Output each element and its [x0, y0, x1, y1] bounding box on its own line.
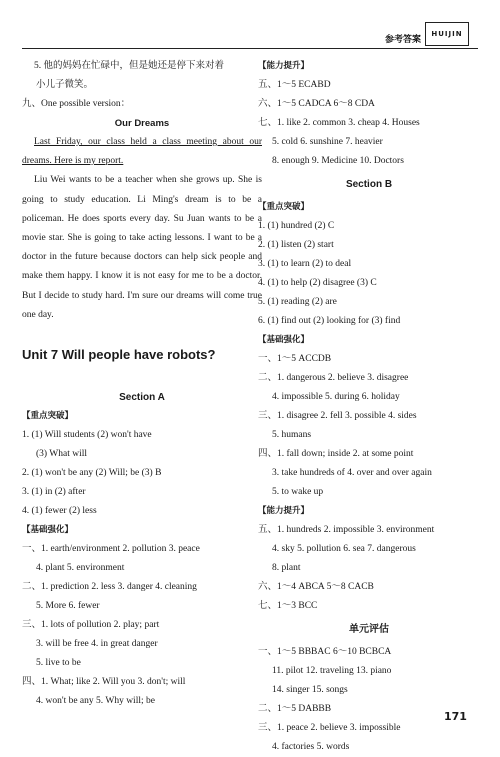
section-nine-heading: 九、One possible version：	[22, 99, 131, 109]
section-heading: 单元评估	[349, 624, 389, 635]
essay-body	[22, 133, 262, 325]
answer-line: 四、1. What; like 2. Will you 3. don't; will	[22, 677, 186, 688]
answer-line: 1. (1) Will students (2) won't have	[22, 430, 152, 441]
answer-line: 六、1～5 CADCA 6～8 CDA	[258, 99, 375, 109]
left-column	[22, 57, 262, 711]
answer-line: 4. plant 5. environment	[36, 563, 125, 574]
answer-line: 3. (1) in (2) after	[22, 487, 86, 498]
answer-line: 一、1～5 ACCDB	[258, 354, 332, 364]
answer-line: 小儿子微笑。	[36, 80, 94, 90]
answer-line: 4. impossible 5. during 6. holiday	[272, 392, 400, 402]
answer-line: 三、1. lots of pollution 2. play; part	[22, 620, 160, 631]
header-divider	[22, 48, 478, 49]
page-header	[0, 0, 500, 50]
answer-line: (3) What will	[36, 449, 88, 460]
answer-line: 8. enough 9. Medicine 10. Doctors	[272, 156, 404, 166]
answer-line: 5. 他的妈妈在忙碌中，但是她还是停下来对着	[34, 61, 225, 71]
answer-line: 2. (1) won't be any (2) Will; be (3) B	[22, 468, 162, 479]
answer-line: 2. (1) listen (2) start	[258, 240, 334, 250]
section-heading: Section B	[345, 179, 393, 190]
answer-line: 3. (1) to learn (2) to deal	[258, 259, 352, 269]
answer-line: 四、1. fall down; inside 2. at some point	[258, 449, 414, 459]
answer-line: 4. (1) to help (2) disagree (3) C	[258, 278, 377, 288]
answer-line: 3. take hundreds of 4. over and over again	[272, 468, 432, 478]
essay-paragraph: Last Friday, our class held a class meeting about our dreams. Here is my report.	[22, 137, 262, 167]
answer-line: 七、1～3 BCC	[258, 601, 318, 611]
answer-line: 3. will be free 4. in great danger	[36, 639, 158, 650]
page-number: 171	[444, 710, 467, 723]
right-column	[258, 57, 480, 757]
header-title: 参考答案	[385, 35, 422, 45]
category-tag: 【重点突破】	[258, 202, 310, 212]
unit-title: Unit 7 Will people have robots?	[22, 347, 216, 363]
answer-line: 6. (1) find out (2) looking for (3) find	[258, 316, 401, 326]
answer-line: 14. singer 15. songs	[272, 685, 348, 695]
essay-title: Our Dreams	[114, 118, 170, 129]
section-heading: Section A	[119, 392, 165, 404]
answer-line: 一、1. earth/environment 2. pollution 3. peace	[22, 544, 200, 555]
answer-line: 五、1～5 ECABD	[258, 80, 331, 90]
answer-line: 二、1. prediction 2. less 3. danger 4. cleaning	[22, 582, 197, 593]
answer-line: 二、1～5 DABBB	[258, 704, 332, 714]
answer-line: 8. plant	[272, 563, 301, 573]
answer-line: 11. pilot 12. traveling 13. piano	[272, 666, 392, 676]
category-tag: 【能力提升】	[258, 506, 310, 516]
answer-line: 5. to wake up	[272, 487, 324, 497]
answer-line: 三、1. peace 2. believe 3. impossible	[258, 723, 401, 733]
answer-line: 5. (1) reading (2) are	[258, 297, 337, 307]
answer-line: 1. (1) hundred (2) C	[258, 221, 335, 231]
answer-line: 4. factories 5. words	[272, 742, 350, 752]
category-tag: 【基础强化】	[258, 335, 310, 345]
answer-line: 4. won't be any 5. Why will; be	[36, 696, 155, 707]
answer-line: 5. cold 6. sunshine 7. heavier	[272, 137, 383, 147]
essay-paragraph: Liu Wei wants to be a teacher when she grows up. She is going to study education. Li Ming's dream is to be a policeman. He does sports every day. Su Juan wants to be a movie star. She is going to take acting lessons. I want to be a doctor in the future because doctors can help sick people and make them happy. I know it is not easy for me to be a doctor. But I decide to study hard. I'm sure our dreams will come true one day.	[22, 175, 262, 320]
category-tag: 【重点突破】	[22, 411, 74, 422]
answer-line: 七、1. like 2. common 3. cheap 4. Houses	[258, 118, 420, 128]
answer-line: 4. sky 5. pollution 6. sea 7. dangerous	[272, 544, 416, 554]
brand-logo: HUIJIN	[425, 22, 469, 46]
answer-line: 三、1. disagree 2. fell 3. possible 4. sides	[258, 411, 417, 421]
answer-line: 二、1. dangerous 2. believe 3. disagree	[258, 373, 409, 383]
answer-line: 一、1～5 BBBAC 6～10 BCBCA	[258, 647, 392, 657]
answer-line: 5. humans	[272, 430, 312, 440]
answer-line: 六、1～4 ABCA 5～8 CACB	[258, 582, 374, 592]
answer-line: 4. (1) fewer (2) less	[22, 506, 97, 517]
category-tag: 【能力提升】	[258, 61, 310, 71]
category-tag: 【基础强化】	[22, 525, 74, 536]
answer-line: 5. live to be	[36, 658, 81, 669]
answer-line: 五、1. hundreds 2. impossible 3. environment	[258, 525, 435, 535]
answer-line: 5. More 6. fewer	[36, 601, 100, 612]
